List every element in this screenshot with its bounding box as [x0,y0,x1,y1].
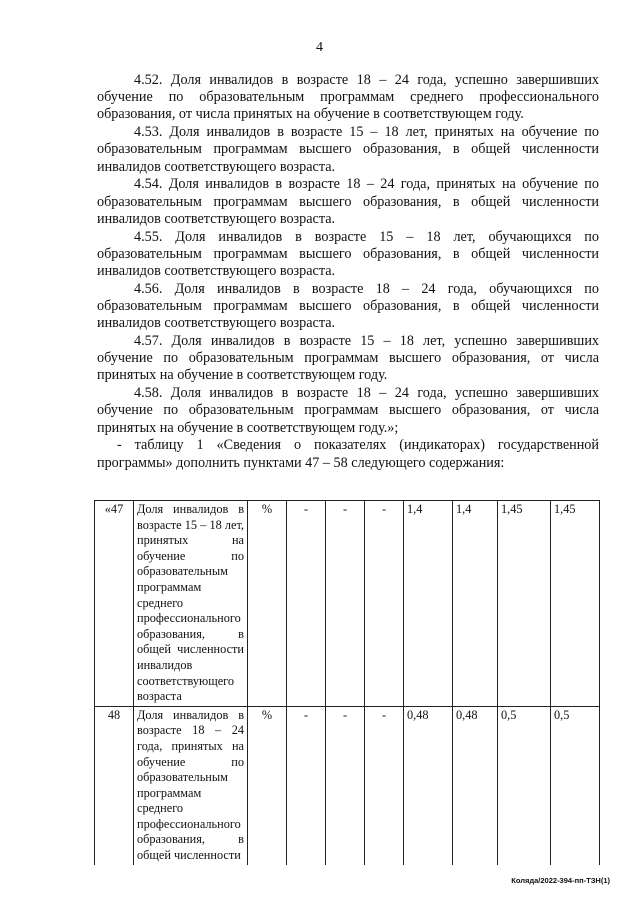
value-cell: 0,5 [498,706,551,864]
unit-cell: % [248,501,287,707]
value-cell: 1,4 [453,501,498,707]
paragraph-4-54: 4.54. Доля инвалидов в возрасте 18 – 24 года, принятых на обучение по образовательным программам высшего образования, в общей численности инвалидов соответствующего возраста. [97,176,599,227]
table-row [95,501,600,707]
value-cell: - [326,501,365,707]
value-cell: 0,5 [551,706,600,864]
indicator-name: Доля инвалидов в возрасте 18 – 24 года, принятых на обучение по образовательным программам среднего профессионального образования, в общей численности [134,706,248,864]
paragraph-4-56: 4.56. Доля инвалидов в возрасте 18 – 24 года, обучающихся по образовательным программам высшего образования, в общей численности инвалидов соответствующего возраста. [97,280,599,332]
row-number: 48 [95,706,134,864]
paragraph-4-53: 4.53. Доля инвалидов в возрасте 15 – 18 лет, принятых на обучение по образовательным программам высшего образования, в общей численности инвалидов соответствующего возраста. [97,124,599,175]
value-cell: - [287,706,326,864]
paragraph-4-58: 4.58. Доля инвалидов в возрасте 18 – 24 года, успешно завершивших обучение по образовательным программам высшего образования, от числа принятых на обучение в соответствующем году.»; [97,385,599,436]
paragraph-4-52: 4.52. Доля инвалидов в возрасте 18 – 24 года, успешно завершивших обучение по образовательным программам среднего профессионального образования, от числа принятых на обучение в соответствующем году. [97,72,599,123]
document-code: Коляда/2022-394-пп-ТЗН(1) [511,876,610,885]
paragraph-4-57: 4.57. Доля инвалидов в возрасте 15 – 18 лет, успешно завершивших обучение по образовательным программам высшего образования, от числа принятых на обучение в соответствующем году. [97,333,599,384]
value-cell: 1,4 [404,501,453,707]
table-row [95,706,600,864]
table-intro-paragraph: - таблицу 1 «Сведения о показателях (индикаторах) государственной программы» дополнить пунктами 47 – 58 следующего содержания: [97,437,599,471]
value-cell: 0,48 [453,706,498,864]
indicators-table [94,500,600,865]
paragraph-4-55: 4.55. Доля инвалидов в возрасте 15 – 18 лет, обучающихся по образовательным программам высшего образования, в общей численности инвалидов соответствующего возраста. [97,228,599,280]
value-cell: - [287,501,326,707]
document-body [97,72,599,472]
value-cell: 0,48 [404,706,453,864]
row-number: «47 [95,501,134,707]
value-cell: 1,45 [551,501,600,707]
page-number: 4 [316,40,323,55]
value-cell: - [365,501,404,707]
indicator-name: Доля инвалидов в возрасте 15 – 18 лет, принятых на обучение по образовательным программам среднего профессионального образования, в общей численности инвалидов соответствующего возраста [134,501,248,707]
value-cell: - [365,706,404,864]
unit-cell: % [248,706,287,864]
value-cell: 1,45 [498,501,551,707]
value-cell: - [326,706,365,864]
